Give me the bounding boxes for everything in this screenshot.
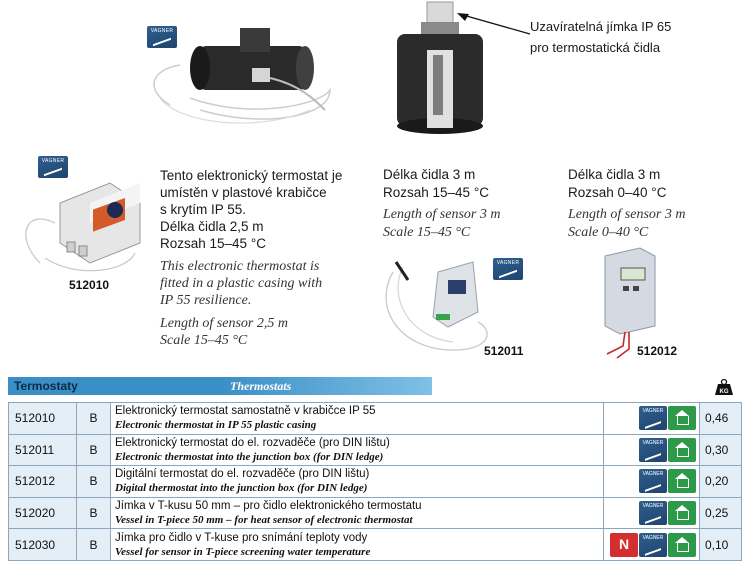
row-weight: 0,10 — [700, 529, 742, 561]
vagner-icon — [639, 501, 667, 525]
row-icons — [604, 434, 700, 466]
row-description — [111, 497, 604, 529]
svg-text:KG: KG — [719, 389, 729, 395]
table-row — [9, 529, 742, 561]
desc-512011-en: Length of sensor 3 m Scale 15–45 °C — [383, 207, 501, 240]
code-label-512010: 512010 — [69, 278, 110, 292]
home-icon — [668, 406, 696, 430]
vagner-logo-1: VAGNER — [147, 26, 177, 48]
row-icons — [604, 466, 700, 498]
row-code: 512010 — [9, 403, 77, 435]
row-weight: 0,46 — [700, 403, 742, 435]
row-class: B — [77, 497, 111, 529]
row-code: 512011 — [9, 434, 77, 466]
vagner-icon — [639, 438, 667, 462]
row-desc-cz: Elektronický termostat samostatně v krabičce IP 55 — [115, 405, 376, 418]
row-desc-en: Vessel for sensor in T-piece screening water temperature — [115, 545, 371, 558]
annotation-arrow — [455, 10, 535, 40]
vagner-icon — [639, 406, 667, 430]
row-class: B — [77, 434, 111, 466]
row-desc-en: Electronic thermostat into the junction box (for DIN ledge) — [115, 450, 384, 463]
row-desc-en: Vessel in T-piece 50 mm – for heat sensor of electronic thermostat — [115, 514, 413, 527]
desc-512010-en-spec: Length of sensor 2,5 m Scale 15–45 °C — [160, 316, 288, 348]
desc-512012-cz: Délka čidla 3 m Rozsah 0–40 °C — [568, 167, 667, 200]
row-icons — [604, 497, 700, 529]
home-icon — [668, 533, 696, 557]
weight-kg-icon — [714, 378, 734, 396]
row-description — [111, 434, 604, 466]
row-class: B — [77, 403, 111, 435]
row-weight: 0,25 — [700, 497, 742, 529]
thermostat-din-512011-image — [378, 252, 498, 357]
ip65-note: Uzavíratelná jímka IP 65 pro termostatická čidla — [530, 19, 672, 55]
desc-512011-cz: Délka čidla 3 m Rozsah 15–45 °C — [383, 167, 489, 200]
code-label-512012: 512012 — [637, 344, 678, 358]
row-desc-cz: Elektronický termostat do el. rozvaděče (pro DIN lištu) — [115, 436, 390, 449]
table-row — [9, 403, 742, 435]
section-title: Termostaty — [14, 379, 78, 393]
row-desc-cz: Jímka pro čidlo v T-kuse pro snímání teploty vody — [115, 531, 368, 544]
table-row — [9, 497, 742, 529]
row-code: 512012 — [9, 466, 77, 498]
home-icon — [668, 501, 696, 525]
row-weight: 0,30 — [700, 434, 742, 466]
desc-512010-en: This electronic thermostat is fitted in a plastic casing with IP 55 resilience. — [160, 259, 323, 308]
row-code: 512030 — [9, 529, 77, 561]
vagner-icon — [639, 533, 667, 557]
product-table — [8, 402, 742, 561]
table-row — [9, 466, 742, 498]
row-class: B — [77, 466, 111, 498]
table-row — [9, 434, 742, 466]
row-description — [111, 403, 604, 435]
row-description — [111, 529, 604, 561]
vagner-logo-3: VAGNER — [493, 258, 523, 280]
row-desc-en: Electronic thermostat in IP 55 plastic casing — [115, 419, 317, 432]
row-code: 512020 — [9, 497, 77, 529]
desc-512012-en: Length of sensor 3 m Scale 0–40 °C — [568, 207, 686, 240]
home-icon — [668, 469, 696, 493]
row-icons — [604, 529, 700, 561]
row-desc-cz: Jímka v T-kusu 50 mm – pro čidlo elektronického termostatu — [115, 500, 422, 513]
row-description — [111, 466, 604, 498]
row-icons — [604, 403, 700, 435]
vagner-icon — [639, 469, 667, 493]
vagner-logo-2: VAGNER — [38, 156, 68, 178]
row-desc-en: Digital thermostat into the junction box (for DIN ledge) — [115, 482, 368, 495]
row-weight: 0,20 — [700, 466, 742, 498]
new-icon: N — [610, 533, 638, 557]
home-icon — [668, 438, 696, 462]
section-title-en: Thermostats — [230, 379, 292, 393]
row-class: B — [77, 529, 111, 561]
thermostat-box-512010-image — [15, 168, 155, 288]
desc-512010-cz: Tento elektronický termostat je umístěn v plastové krabičce s krytím IP 55. Délka čidla 2,5 m Rozsah 15–45 °C — [160, 168, 343, 251]
section-header-bar — [8, 377, 742, 395]
code-label-512011: 512011 — [484, 344, 524, 358]
row-desc-cz: Digitální termostat do el. rozvaděče (pro DIN lištu) — [115, 468, 370, 481]
